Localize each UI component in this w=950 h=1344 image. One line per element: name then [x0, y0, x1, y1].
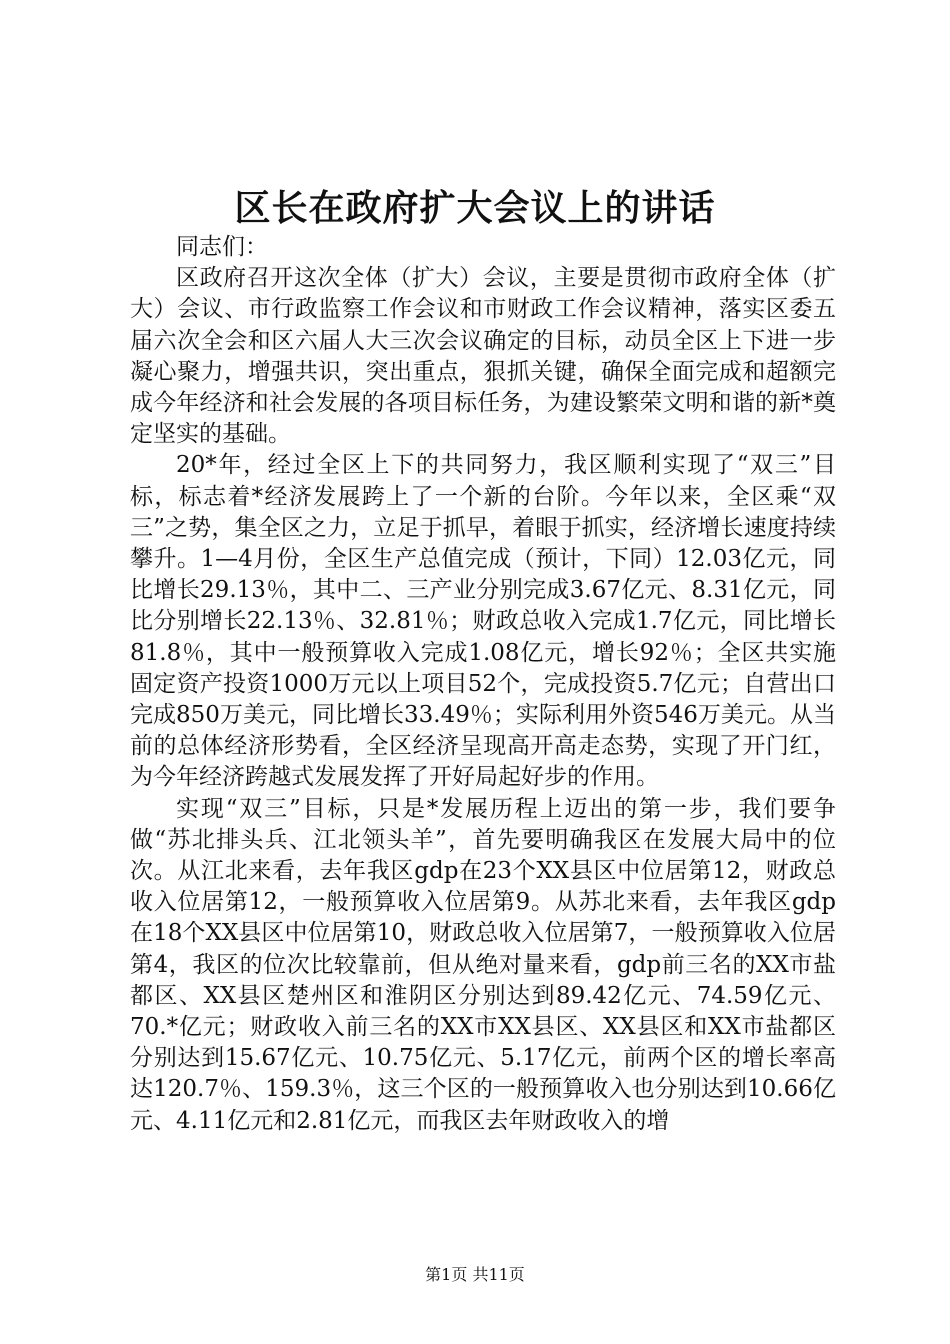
body-paragraph-2: 20*年，经过全区上下的共同努力，我区顺利实现了“双三”目标，标志着*经济发展跨上了一个新的台阶。今年以来，全区乘“双三”之势，集全区之力，立足于抓早，着眼于抓实，经济增长速度持续攀升。1—4月份，全区生产总值完成（预计，下同）12.03亿元，同比增长29.13％，其中二、三产业分别完成3.67亿元、8.31亿元，同比分别增长22.13％、32.81％；财政总收入完成1.7亿元，同比增长81.8％，其中一般预算收入完成1.08亿元，增长92％；全区共实施固定资产投资1000万元以上项目52个，完成投资5.7亿元；自营出口完成850万美元，同比增长33.49％；实际利用外资546万美元。从当前的总体经济形势看，全区经济呈现高开高走态势，实现了开门红，为今年经济跨越式发展发挥了开好局起好步的作用。: [130, 452, 836, 791]
body-paragraph-1: 区政府召开这次全体（扩大）会议，主要是贯彻市政府全体（扩大）会议、市行政监察工作会议和市财政工作会议精神，落实区委五届六次全会和区六届人大三次会议确定的目标，动员全区上下进一步凝心聚力，增强共识，突出重点，狠抓关键，确保全面完成和超额完成今年经济和社会发展的各项目标任务，为建设繁荣文明和谐的新*奠定坚实的基础。: [130, 265, 836, 448]
page-number-footer: 第1页 共11页: [425, 1265, 525, 1284]
body-paragraph-3: 实现“双三”目标，只是*发展历程上迈出的第一步，我们要争做“苏北排头兵、江北领头羊”，首先要明确我区在发展大局中的位次。从江北来看，去年我区gdp在23个XX县区中位居第12，财政总收入位居第12，一般预算收入位居第9。从苏北来看，去年我区gdp在18个XX县区中位居第10，财政总收入位居第7，一般预算收入位居第4，我区的位次比较靠前，但从绝对量来看，gdp前三名的XX市盐都区、XX县区楚州区和淮阴区分别达到89.42亿元、74.59亿元、70.*亿元；财政收入前三名的XX市XX县区、XX县区和XX市盐都区分别达到15.67亿元、10.75亿元、5.17亿元，前两个区的增长率高达120.7％、159.3％，这三个区的一般预算收入也分别达到10.66亿元、4.11亿元和2.81亿元，而我区去年财政收入的增: [130, 795, 836, 1134]
salutation: 同志们：: [176, 234, 268, 260]
document-body: [130, 232, 836, 1137]
document-title: 区长在政府扩大会议上的讲话: [234, 187, 716, 229]
